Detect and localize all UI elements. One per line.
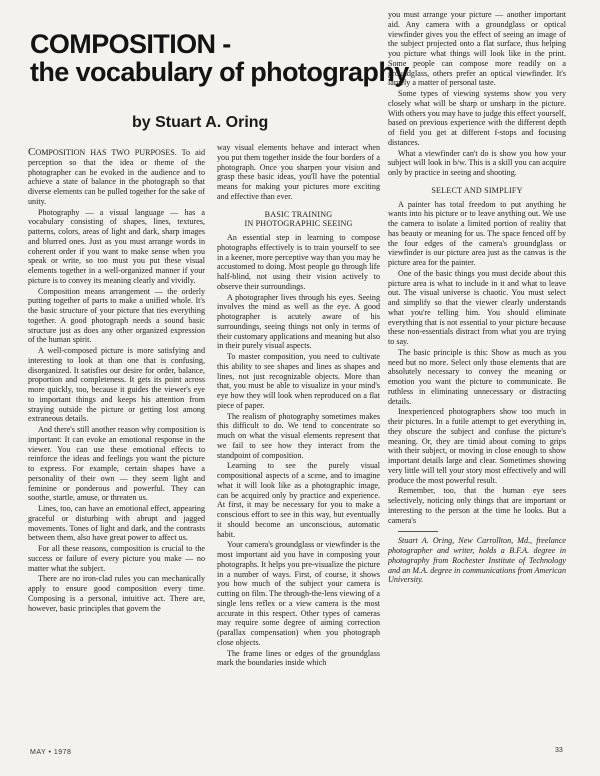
lead-paragraph xyxy=(28,148,205,207)
page-number: 33 xyxy=(555,747,563,754)
divider xyxy=(398,531,438,532)
heading-line: IN PHOTOGRAPHIC SEEING xyxy=(244,219,353,229)
column-2 xyxy=(217,143,380,740)
body-paragraph: you must arrange your picture — another important aid. Any camera with a groundglass or optical viewfinder gives you the effect of seeing an image of the subject projected onto a flat surface, thus helping you picture what things will look like in the print. Some people can compose more readily on a groundglass, others prefer an optical viewfinder. It's largely a matter of personal taste. xyxy=(388,10,566,88)
body-paragraph: For all these reasons, composition is crucial to the success or failure of every picture you make — no matter what the subject. xyxy=(28,544,205,573)
heading-line: BASIC TRAINING xyxy=(264,209,333,219)
drop-cap: C xyxy=(28,148,36,158)
body-paragraph: Composition means arrangement — the orderly putting together of parts to make a unified whole. It's the basic structure of your picture that ties everything together. A good photograph needs a sound basic structure just as does any other organized expression of the human spirit. xyxy=(28,286,205,345)
body-paragraph: Inexperienced photographers show too much in their pictures. In a futile attempt to get everything in, they obscure the subject and confuse the picture's meaning. Or, they are timid about coming to grips with their subject, or moving in close enough to show important details large and clear. Sometimes showing very little will tell your story most effectively and will produce the most powerful result. xyxy=(388,407,566,485)
body-paragraph: Lines, too, can have an emotional effect, appearing graceful or disturbing with abrupt and jagged movements. Tones of light and dark, and the contrasts between them, also have great power to affect us. xyxy=(28,504,205,543)
body-paragraph: What a viewfinder can't do is show you how your subject will look in b/w. This is a skill you can acquire only by practice in seeing and shooting. xyxy=(388,148,566,177)
byline: by Stuart A. Oring xyxy=(132,114,269,131)
body-paragraph: Some types of viewing systems show you very closely what will be sharp or unsharp in the picture. With others you may have to judge this effect yourself, based on previous experience with the different depth of field you get at different f-stops and focusing distances. xyxy=(388,89,566,147)
body-paragraph: There are no iron-clad rules you can mechanically apply to ensure good composition every time. Composing is a personal, intuitive act. There are, however, basic principles that govern the xyxy=(28,574,205,613)
body-paragraph: And there's still another reason why composition is important: It can evoke an emotional response in the viewer. You can use these emotional effects to reinforce the ideas and feelings you want the picture to express. For example, certain shapes have a personality of their own — they seem light and feminine or ponderous and powerful. They can soothe, startle, amuse, or threaten us. xyxy=(28,425,205,503)
body-paragraph: A photographer lives through his eyes. Seeing involves the mind as well as the eye. A good photographer is acutely aware of his surroundings, seeing things not only in terms of their customary applications and meaning but also in their purely visual aspects. xyxy=(217,292,380,351)
body-paragraph: To master composition, you need to cultivate this ability to see shapes and lines as shapes and lines, not just recognizable objects. More than that, you must be able to visualize in your mind's eye how they will look when reproduced on a flat piece of paper. xyxy=(217,352,380,410)
body-paragraph: Photography — a visual language — has a vocabulary consisting of shapes, lines, textures, patterns, colors, areas of light and dark, sharp images and blurred ones. Just as you must arrange words in coherent order if you want to make sense when you speak or write, so too must you put these visual elements together in a well-organized manner if your picture is to convey its meaning clearly and vividly. xyxy=(28,207,205,285)
body-paragraph: A well-composed picture is more satisfying and interesting to look at than one that is confusing, disorganized. It satisfies our desire for order, balance, proportion and completeness. It gets its point across more quickly, too, because it guides the viewer's eye to important things and keeps his attention from straying outside the picture or getting lost among extraneous details. xyxy=(28,346,205,424)
body-paragraph: Learning to see the purely visual compositional aspects of a scene, and to imagine what it will look like as a photographic image, can be acquired only by practice and experience. At first, it may be necessary for you to make a conscious effort to see in this way, but eventually it should become an unconscious, automatic habit. xyxy=(217,461,380,539)
section-heading-select-simplify: SELECT AND SIMPLIFY xyxy=(431,185,523,195)
title-line-1: COMPOSITION - xyxy=(30,29,231,59)
lead-paragraph-text: OMPOSITION HAS TWO PURPOSES. To aid perception so that the idea or theme of the photographer can be evoked in the audience and to achieve a state of balance in the photograph so that diverse elements can be pulled together for the sake of unity. xyxy=(28,148,205,206)
body-paragraph: The basic principle is this: Show as much as you need but no more. Select only those elements that are absolutely necessary to convey the meaning or emotion you want the picture to communicate. Be ruthless in eliminating unnecessary or distracting details. xyxy=(388,347,566,406)
article-title xyxy=(30,29,409,87)
body-paragraph: Your camera's groundglass or viewfinder is the most important aid you have in composing your photographs. It helps you pre-visualize the picture in a number of ways. First, of course, it shows you how much of the subject your camera is cutting on film. The through-the-lens viewing of a single lens reflex or a view camera is the most accurate in this respect. Other types of cameras may require some degree of aiming correction (parallax compensation) when you photograph close objects. xyxy=(217,540,380,647)
column-3 xyxy=(388,10,566,730)
column-1 xyxy=(28,148,205,740)
title-line-2: the vocabulary of photography xyxy=(30,57,409,87)
section-heading-basic-training xyxy=(217,210,380,230)
author-bio: Stuart A. Oring, New Carrollton, Md., freelance photographer and writer, holds a B.F.A. degree in photography from Rochester Institute of Technology and an M.A. degree in communications from American University. xyxy=(388,536,566,585)
body-paragraph: A painter has total freedom to put anything he wants into his picture or to leave anything out. We use the camera to isolate a limited portion of reality that has beauty or meaning for us. The space fenced off by the four edges of the camera's groundglass or viewfinder is our picture area just as the canvas is the picture area for the painter. xyxy=(388,199,566,267)
body-paragraph: The realism of photography sometimes makes this difficult to do. We tend to concentrate so much on what the visual elements represent that we fail to see how they interact from the standpoint of composition. xyxy=(217,411,380,460)
body-paragraph: The frame lines or edges of the groundglass mark the boundaries inside which xyxy=(217,648,380,668)
issue-date: MAY • 1978 xyxy=(30,749,72,756)
body-paragraph: Remember, too, that the human eye sees selectively, noticing only things that are important or interesting to the person at the time he looks. But a camera's xyxy=(388,486,566,525)
body-paragraph: An essential step in learning to compose photographs effectively is to train yourself to see in a keener, more perceptive way than you may be accustomed to doing. Most people go through life half-blind, not using their vision actively to observe their surroundings. xyxy=(217,233,380,291)
body-paragraph: One of the basic things you must decide about this picture area is what to include in it and what to leave out. The visual universe is chaotic. You must select and simplify so that the viewer clearly understands what you're telling him. You should eliminate everything that is not essential to your picture because these non-essentials distract from what you are trying to say. xyxy=(388,268,566,346)
body-paragraph: way visual elements behave and interact when you put them together inside the four borders of a photograph. Once you sharpen your vision and grasp these basic ideas, you'll have the potential means for making your pictures more exciting and effective than ever. xyxy=(217,143,380,201)
